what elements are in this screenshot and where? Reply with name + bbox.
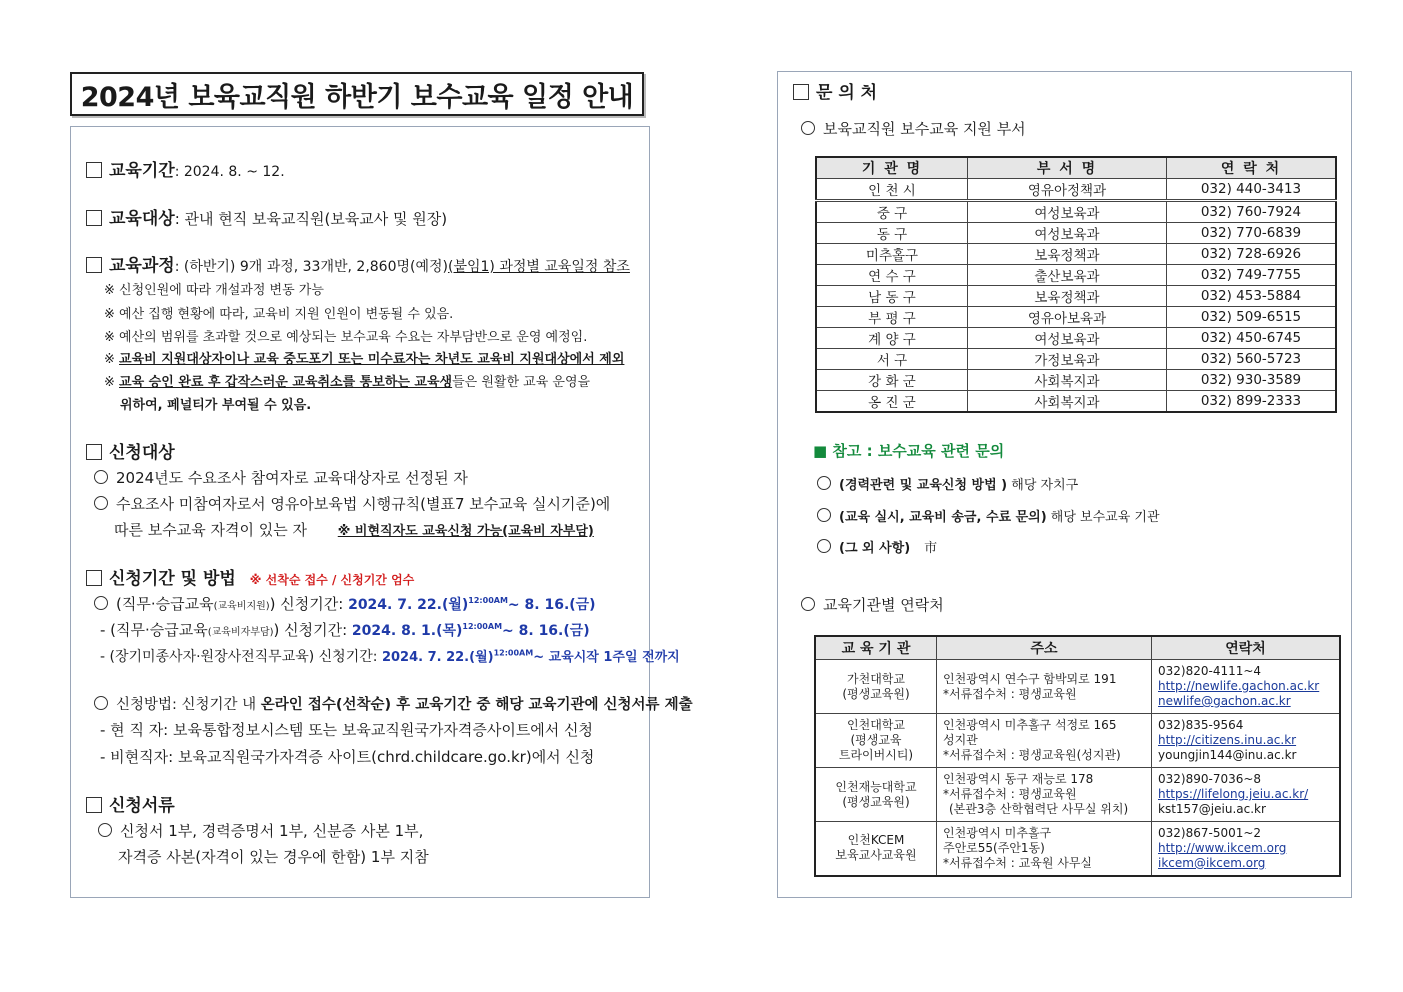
- circle-bullet-icon: [817, 539, 831, 553]
- period-value: : 2024. 8. ~ 12.: [174, 164, 285, 180]
- email-text: kst157@jeiu.ac.kr: [1158, 802, 1266, 816]
- documents-line-1: 신청서 1부, 경력증명서 1부, 신분증 사본 1부,: [98, 820, 423, 841]
- section-documents: [86, 791, 175, 816]
- section-inquiry: [793, 78, 877, 103]
- table-header-row: [815, 636, 1340, 660]
- section-application: [86, 564, 414, 589]
- contacts-table: [815, 156, 1337, 413]
- reference-title: ■ 참고 : 보수교육 관련 문의: [813, 442, 1005, 460]
- course-value: : (하반기) 9개 과정, 33개반, 2,860명(예정): [174, 259, 448, 275]
- course-note-5: ※ 교육 승인 완료 후 갑작스러운 교육취소를 통보하는 교육생들은 원활한 교육 운영을: [104, 375, 591, 390]
- target-label: 교육대상: [109, 209, 175, 229]
- email-link[interactable]: newlife@gachon.ac.kr: [1158, 694, 1291, 708]
- inquiry-dept-heading: 보육교직원 보수교육 지원 부서: [801, 118, 1026, 139]
- table-row: 중 구 여성보육과 032) 760-7924: [816, 201, 1336, 223]
- document-title-box: [70, 72, 644, 116]
- course-note-3: ※ 예산의 범위를 초과할 것으로 예상되는 보수교육 수요는 자부담반으로 운영 예정임.: [104, 330, 588, 345]
- table-row: 연 수 구 출산보육과 032) 749-7755: [816, 265, 1336, 286]
- column-header: 연 락 처: [1167, 157, 1337, 179]
- application-warning: ※ 선착순 접수 / 신청기간 엄수: [249, 573, 415, 587]
- table-row: 미추홀구 보육정책과 032) 728-6926: [816, 244, 1336, 265]
- table-row: 인천재능대학교 (평생교육원) 인천광역시 동구 재능로 178 *서류접수처 : 평생교육원 (본관3층 산학협력단 사무실 위치) 032)890-7036~8 https://lifelong.jeiu.ac.kr/ kst157@jeiu.ac.kr: [815, 768, 1340, 822]
- eligibility-item-1: 2024년도 수요조사 참여자로 교육대상자로 선정된 자: [94, 467, 468, 488]
- checkbox-icon: [86, 570, 102, 586]
- website-link[interactable]: http://citizens.inu.ac.kr: [1158, 733, 1297, 747]
- course-reference: (붙임1) 과정별 교육일정 참조: [447, 259, 630, 275]
- eligibility-note: ※ 비현직자도 교육신청 가능(교육비 자부담): [337, 524, 594, 539]
- table-row: 부 평 구 영유아보육과 032) 509-6515: [816, 307, 1336, 328]
- table-row: 서 구 가정보육과 032) 560-5723: [816, 349, 1336, 370]
- course-note-4: ※ 교육비 지원대상자이나 교육 중도포기 또는 미수료자는 차년도 교육비 지원대상에서 제외: [104, 352, 625, 367]
- reference-item-3: (그 외 사항) 市: [817, 537, 937, 556]
- email-link[interactable]: ikcem@ikcem.org: [1158, 855, 1266, 870]
- column-header: 주소: [937, 636, 1152, 660]
- target-value: : 관내 현직 보육교직원(보육교사 및 원장): [174, 210, 448, 228]
- table-row: 남 동 구 보육정책과 032) 453-5884: [816, 286, 1336, 307]
- documents-label: 신청서류: [109, 796, 175, 816]
- circle-bullet-icon: [94, 596, 108, 610]
- table-row: 인천KCEM 보육교사교육원 인천광역시 미추홀구 주안로55(주안1동) *서류접수처 : 교육원 사무실 032)867-5001~2 http://www.ikcem.org ikcem@ikcem.org: [815, 822, 1340, 876]
- eligibility-label: 신청대상: [109, 443, 175, 463]
- table-row: 계 양 구 여성보육과 032) 450-6745: [816, 328, 1336, 349]
- application-method: 신청방법: 신청기간 내 온라인 접수(선착순) 후 교육기간 중 해당 교육기관에 신청서류 제출: [94, 693, 693, 714]
- table-row: 가천대학교 (평생교육원) 인천광역시 연수구 함박뫼로 191 *서류접수처 : 평생교육원 032)820-4111~4 http://newlife.gachon.ac.kr newlife@gachon.ac.kr: [815, 660, 1340, 714]
- email-text: youngjin144@inu.ac.kr: [1158, 748, 1297, 762]
- section-period: [86, 156, 285, 181]
- application-period-2: - (직무·승급교육(교육비자부담)) 신청기간: 2024. 8. 1.(목)$^{12:00AM}$~ 8. 16.(금): [100, 621, 590, 639]
- column-header: 부 서 명: [968, 157, 1167, 179]
- checkbox-icon: [86, 257, 102, 273]
- circle-bullet-icon: [94, 470, 108, 484]
- column-header: 교 육 기 관: [815, 636, 937, 660]
- institutes-heading: 교육기관별 연락처: [801, 594, 944, 615]
- website-link[interactable]: http://newlife.gachon.ac.kr: [1158, 679, 1320, 693]
- inquiry-label: 문 의 처: [816, 83, 878, 103]
- eligibility-item-2-cont: 따른 보수교육 자격이 있는 자 ※ 비현직자도 교육신청 가능(교육비 자부담): [114, 521, 594, 539]
- section-eligibility: [86, 438, 175, 463]
- circle-bullet-icon: [801, 121, 815, 135]
- document-title: 2024년 보육교직원 하반기 보수교육 일정 안내: [80, 81, 634, 113]
- eligibility-item-2: 수요조사 미참여자로서 영유아보육법 시행규칙(별표7 보수교육 실시기준)에: [94, 493, 610, 514]
- course-label: 교육과정: [109, 256, 175, 276]
- reference-item-1: (경력관련 및 교육신청 방법 ) 해당 자치구: [817, 474, 1078, 493]
- circle-bullet-icon: [94, 496, 108, 510]
- table-row: 인천대학교 (평생교육 트라이버시티) 인천광역시 미추홀구 석정로 165 성지관 *서류접수처 : 평생교육원(성지관) 032)835-9564 http://citizens.inu.ac.kr youngjin144@inu.ac.kr: [815, 714, 1340, 768]
- table-row: 인 천 시 영유아정책과 032) 440-3413: [816, 179, 1336, 201]
- section-target: [86, 204, 447, 229]
- table-header-row: [816, 157, 1336, 179]
- checkbox-icon: [86, 162, 102, 178]
- checkbox-icon: [86, 444, 102, 460]
- course-note-2: ※ 예산 집행 현황에 따라, 교육비 지원 인원이 변동될 수 있음.: [104, 307, 454, 322]
- circle-bullet-icon: [817, 476, 831, 490]
- application-period-1: (직무·승급교육(교육비지원)) 신청기간: 2024. 7. 22.(월)$^{12:00AM}$~ 8. 16.(금): [94, 593, 596, 614]
- application-period-3: - (장기미종사자·원장사전직무교육) 신청기간: 2024. 7. 22.(월)$^{12:00AM}$~ 교육시작 1주일 전까지: [100, 648, 680, 665]
- application-label: 신청기간 및 방법: [109, 569, 236, 589]
- circle-bullet-icon: [801, 597, 815, 611]
- checkbox-icon: [86, 210, 102, 226]
- circle-bullet-icon: [94, 696, 108, 710]
- table-row: 강 화 군 사회복지과 032) 930-3589: [816, 370, 1336, 391]
- checkbox-icon: [793, 84, 809, 100]
- documents-line-2: 자격증 사본(자격이 있는 경우에 한함) 1부 지참: [118, 848, 429, 866]
- column-header: 기 관 명: [816, 157, 968, 179]
- website-link[interactable]: http://www.ikcem.org: [1158, 840, 1287, 855]
- circle-bullet-icon: [817, 508, 831, 522]
- checkbox-icon: [86, 797, 102, 813]
- course-note-5-cont: 위하여, 페널티가 부여될 수 있음.: [120, 398, 312, 413]
- course-note-1: ※ 신청인원에 따라 개설과정 변동 가능: [104, 283, 324, 298]
- circle-bullet-icon: [98, 823, 112, 837]
- table-row: 동 구 여성보육과 032) 770-6839: [816, 223, 1336, 244]
- institutes-table: [814, 635, 1341, 877]
- period-label: 교육기간: [109, 161, 175, 181]
- section-course: [86, 251, 630, 276]
- table-row: 옹 진 군 사회복지과 032) 899-2333: [816, 391, 1336, 413]
- application-method-current: - 현 직 자: 보육통합정보시스템 또는 보육교직원국가자격증사이트에서 신청: [100, 721, 594, 739]
- column-header: 연락처: [1152, 636, 1341, 660]
- reference-item-2: (교육 실시, 교육비 송금, 수료 문의) 해당 보수교육 기관: [817, 506, 1160, 525]
- application-method-former: - 비현직자: 보육교직원국가자격증 사이트(chrd.childcare.go.kr)에서 신청: [100, 748, 595, 766]
- website-link[interactable]: https://lifelong.jeiu.ac.kr/: [1158, 787, 1309, 801]
